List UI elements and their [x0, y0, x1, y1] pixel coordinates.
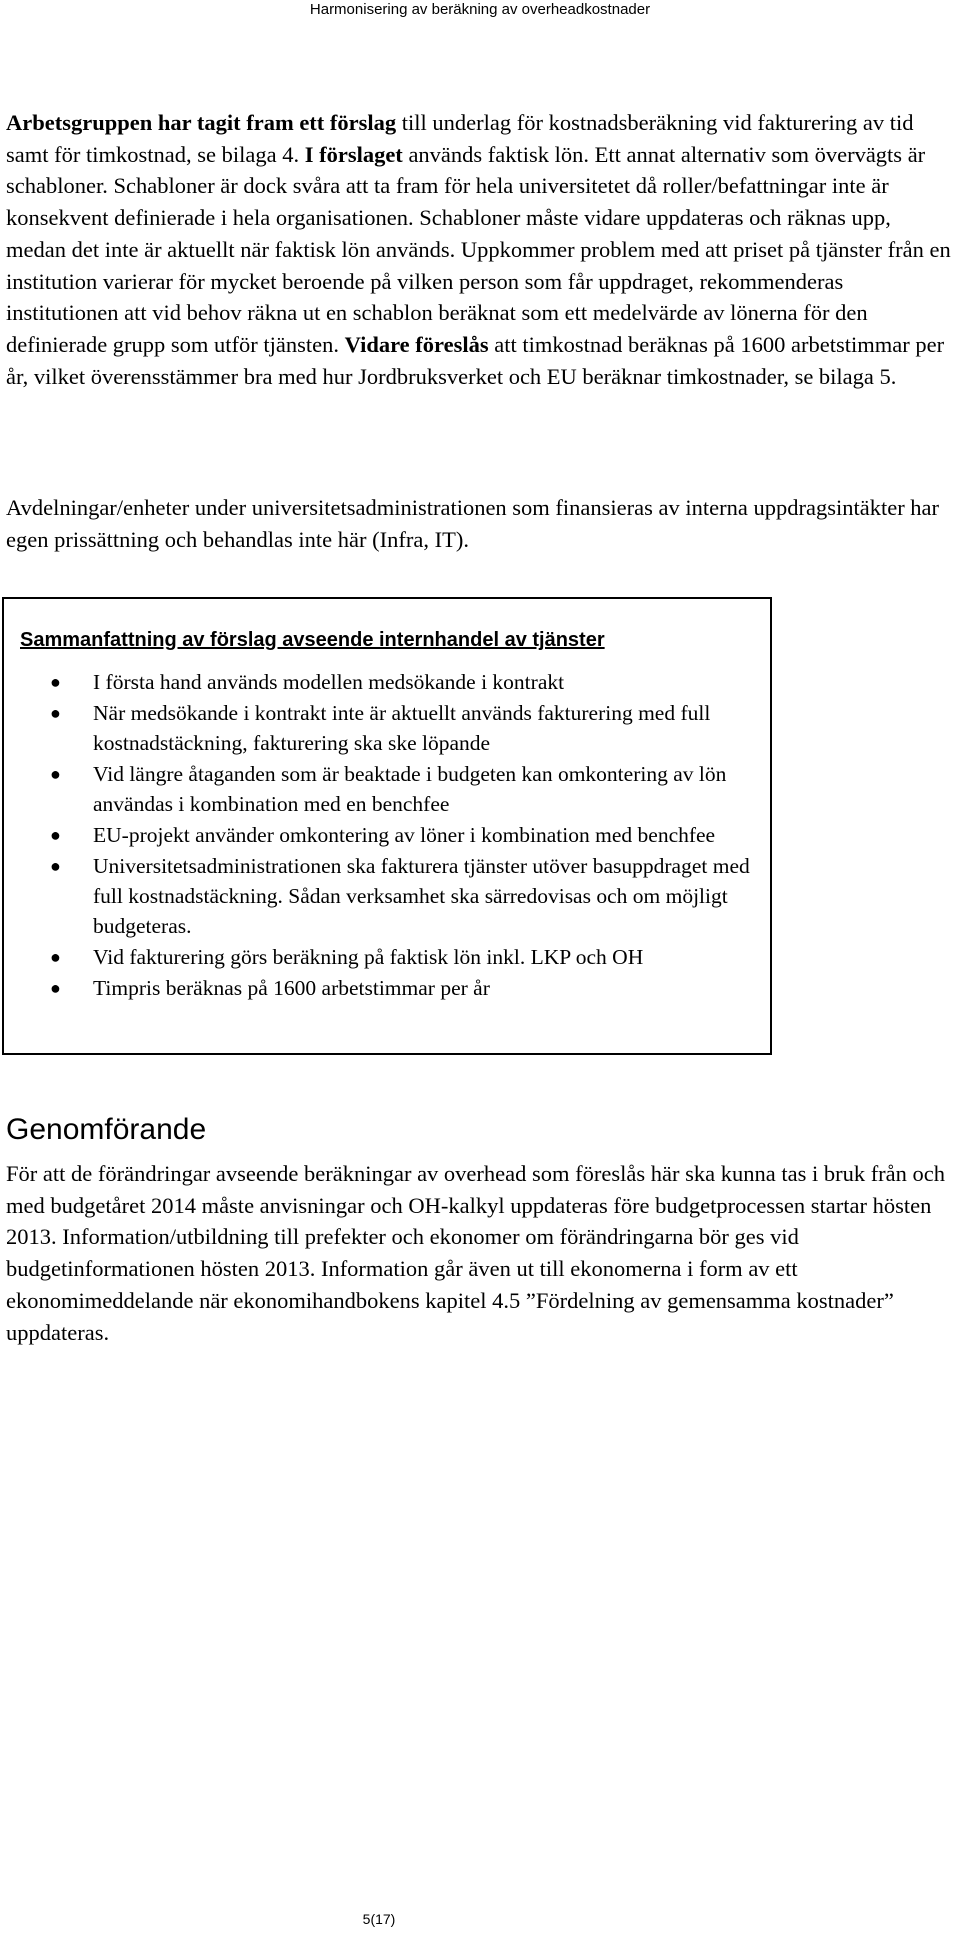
proposal-paragraph — [6, 107, 956, 392]
list-item-text: Timpris beräknas på 1600 arbetstimmar per år — [93, 976, 490, 1000]
paragraph-text: att timkostnad beräknas på 1600 arbetstimmar per år, vilket överensstämmer bra med hur Jordbruksverket och EU beräknar timkostnader, se bilaga 5. — [6, 331, 945, 389]
bold-phrase-arbetsgruppen: Arbetsgruppen har tagit fram ett förslag — [6, 110, 397, 135]
paragraph-text: används faktisk lön. Ett annat alternativ som övervägts är schabloner. Schabloner är dock svåra att ta fram för hela universitetet då roller/befattningar inte är konsekvent definierade i hela organisationen. Schabloner måste vidare uppdateras och räknas upp, medan det inte är aktuellt när faktisk lön används. Uppkommer problem med att priset på tjänster från en institution varierar för mycket beroende på vilken person som får uppdraget, rekommenderas institutionen att vid behov räkna ut en schablon beräknat som ett medelvärde av lönerna för den definierade grupp som utför tjänsten. — [6, 141, 951, 357]
list-item — [50, 820, 770, 850]
bullet-icon: ● — [50, 947, 61, 967]
list-item — [50, 759, 770, 819]
list-item — [50, 698, 770, 758]
list-item-text: EU-projekt använder omkontering av löner i kombination med benchfee — [93, 823, 716, 847]
list-item-text: Vid fakturering görs beräkning på faktisk lön inkl. LKP och OH — [93, 945, 644, 969]
bold-phrase-forslaget: I förslaget — [304, 141, 403, 167]
bullet-icon: ● — [50, 856, 61, 876]
list-item — [50, 973, 770, 1003]
summary-title: Sammanfattning av förslag avseende internhandel av tjänster — [20, 629, 605, 651]
list-item-text: När medsökande i kontrakt inte är aktuellt används fakturering med full kostnadstäckning, fakturering ska ske löpande — [93, 701, 711, 755]
list-item — [50, 942, 770, 972]
list-item — [50, 851, 770, 941]
bullet-icon: ● — [50, 825, 61, 845]
list-item-text: Vid längre åtaganden som är beaktade i budgeten kan omkontering av lön användas i kombination med en benchfee — [93, 762, 727, 816]
list-item — [50, 667, 770, 697]
bullet-icon: ● — [50, 703, 61, 723]
page-number: 5(17) — [362, 1911, 396, 1927]
section-heading: Genomförande — [6, 1113, 207, 1146]
list-item-text: I första hand används modellen medsökande i kontrakt — [93, 670, 565, 694]
bullet-icon: ● — [50, 978, 61, 998]
implementation-paragraph: För att de förändringar avseende beräkningar av overhead som föreslås här ska kunna tas i bruk från och med budgetåret 2014 måste anvisningar och OH-kalkyl uppdateras före budgetprocessen startar hösten 2013. Information/utbildning till prefekter och ekonomer om förändringarna bör ges vid budgetinformationen hösten 2013. Information går även ut till ekonomerna i form av ett ekonomimeddelande när ekonomihandbokens kapitel 4.5 ”Fördelning av gemensamma kostnader” uppdateras. — [6, 1161, 946, 1345]
bold-phrase-vidare: Vidare föreslås — [344, 331, 489, 357]
list-item-text: Universitetsadministrationen ska fakturera tjänster utöver basuppdraget med full kostnadstäckning. Sådan verksamhet ska särredovisas och om möjligt budgeteras. — [93, 854, 750, 938]
page-header: Harmonisering av beräkning av overheadkostnader — [309, 1, 651, 18]
paragraph-text: till underlag för kostnadsberäkning vid fakturering av tid samt för timkostnad, se bilaga 4. — [6, 110, 914, 167]
bullet-icon: ● — [50, 764, 61, 784]
bullet-icon: ● — [50, 672, 61, 692]
summary-list — [50, 667, 770, 1004]
summary-box — [2, 597, 772, 1055]
admin-paragraph: Avdelningar/enheter under universitetsadministrationen som finansieras av interna uppdragsintäkter har egen prissättning och behandlas inte här (Infra, IT). — [6, 495, 940, 552]
